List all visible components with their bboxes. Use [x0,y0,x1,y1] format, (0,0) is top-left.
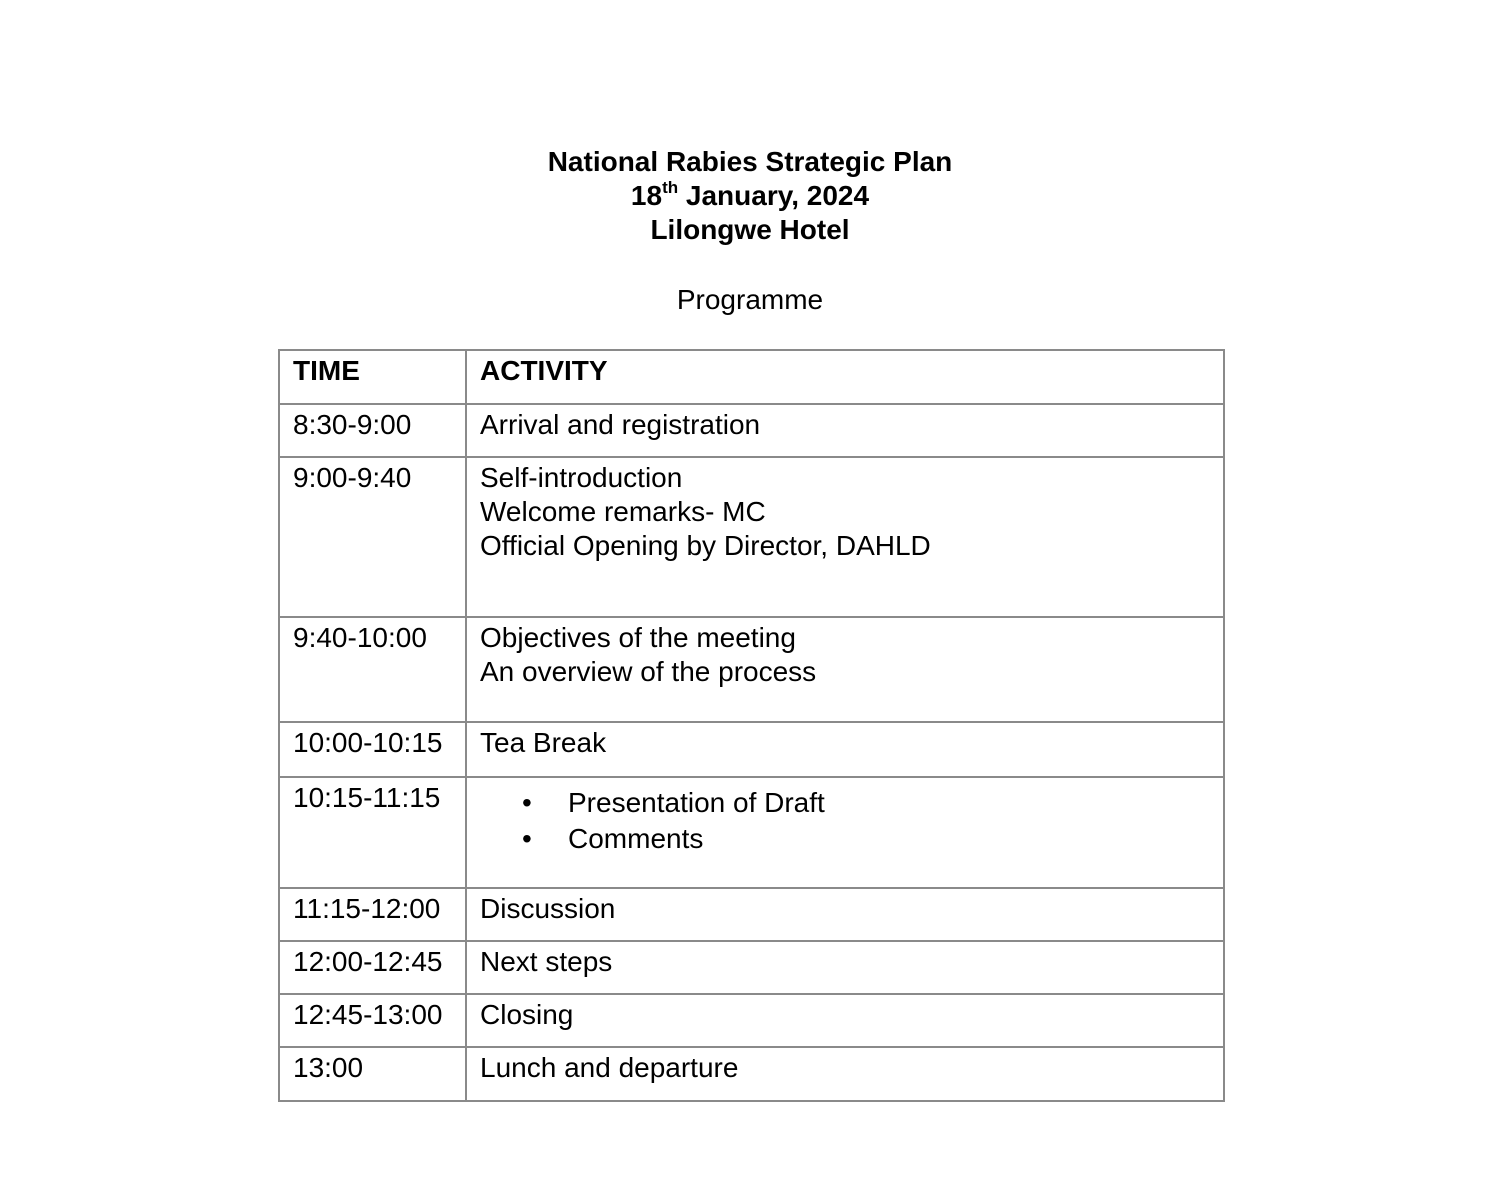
event-venue: Lilongwe Hotel [650,214,850,245]
table-row [279,777,1224,888]
table-header-row [279,350,1224,404]
activity-line: An overview of the process [480,656,817,687]
time-cell: 11:15-12:00 [279,888,466,941]
activity-cell [466,457,1224,617]
activity-line: Tea Break [480,727,607,758]
activity-line: Official Opening by Director, DAHLD [480,530,931,561]
document-title: National Rabies Strategic Plan [547,146,953,177]
bullet-item: • Presentation of Draft [568,785,1211,821]
time-cell: 12:00-12:45 [279,941,466,994]
activity-line: Next steps [480,946,613,977]
table-row [279,404,1224,457]
table-row [279,888,1224,941]
date-rest: January, 2024 [678,180,870,211]
table-row [279,1047,1224,1101]
activity-cell [466,722,1224,777]
activity-line: Arrival and registration [480,409,761,440]
time-cell: 12:45-13:00 [279,994,466,1047]
time-column-header: TIME [279,350,466,404]
table-row [279,994,1224,1047]
event-date [0,179,1500,213]
activity-line: Discussion [480,893,616,924]
programme-label: Programme [676,284,824,315]
bullet-item: • Comments [568,821,1211,857]
table-row [279,722,1224,777]
activity-cell [466,777,1224,888]
document-header [0,145,1500,247]
activity-cell [466,617,1224,722]
date-suffix: th [662,177,679,197]
table-row [279,457,1224,617]
activity-cell [466,941,1224,994]
time-cell: 9:00-9:40 [279,457,466,617]
activity-line: Welcome remarks- MC [480,496,766,527]
activity-line: Self-introduction [480,462,683,493]
time-cell: 10:00-10:15 [279,722,466,777]
time-cell: 9:40-10:00 [279,617,466,722]
activity-cell [466,1047,1224,1101]
table-row [279,617,1224,722]
date-day: 18 [630,180,663,211]
activity-line: Closing [480,999,574,1030]
activity-line: Objectives of the meeting [480,622,796,653]
activity-cell [466,404,1224,457]
time-cell: 13:00 [279,1047,466,1101]
time-cell: 10:15-11:15 [279,777,466,888]
activity-cell [466,888,1224,941]
agenda-table [278,349,1225,1102]
activity-cell [466,994,1224,1047]
activity-line: Lunch and departure [480,1052,739,1083]
activity-bullet-list [480,785,1211,857]
table-row [279,941,1224,994]
activity-column-header: ACTIVITY [466,350,1224,404]
time-cell: 8:30-9:00 [279,404,466,457]
